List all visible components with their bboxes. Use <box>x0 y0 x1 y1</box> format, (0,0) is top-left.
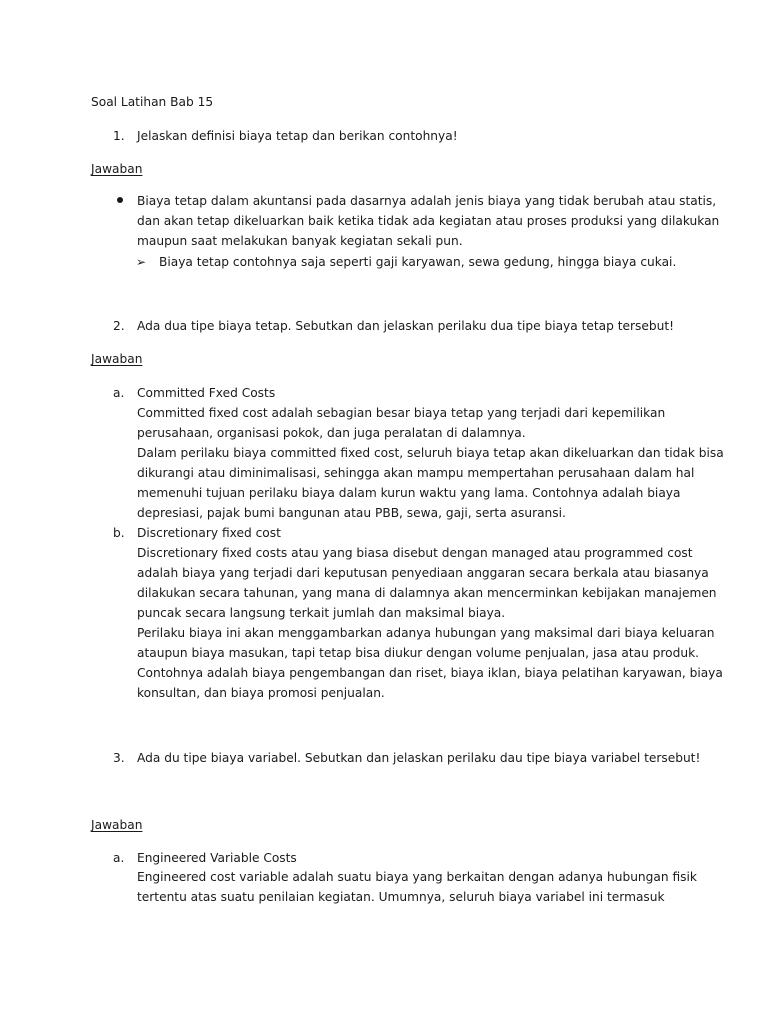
item-line: Committed fixed cost adalah sebagian besar biaya tetap yang terjadi dari kepemilikan <box>137 406 666 420</box>
answer-3-label: Jawaban <box>91 818 143 832</box>
answer-1-line: maupun saat melakukan banyak kegiatan sekali pun. <box>137 234 463 248</box>
item-line: depresiasi, pajak bumi bangunan atau PBB, sewa, gaji, serta asuransi. <box>137 506 566 520</box>
answer-1-line: dan akan tetap dikeluarkan baik ketika tidak ada kegiatan atau proses produksi yang dilakukan <box>137 214 720 228</box>
question-1-text: Jelaskan definisi biaya tetap dan berikan contohnya! <box>137 129 458 143</box>
item-line: Discretionary fixed costs atau yang biasa disebut dengan managed atau programmed cost <box>137 546 693 560</box>
question-2-number: 2. <box>113 319 125 333</box>
answer-1-example: Biaya tetap contohnya saja seperti gaji karyawan, sewa gedung, hingga biaya cukai. <box>159 255 677 269</box>
item-line: perusahaan, organisasi pokok, dan juga peralatan di dalamnya. <box>137 426 526 440</box>
question-3-number: 3. <box>113 751 125 765</box>
item-marker: a. <box>113 851 125 865</box>
item-line: tertentu atas suatu penilaian kegiatan. Umumnya, seluruh biaya variabel ini termasuk <box>137 890 665 904</box>
answer-2-label: Jawaban <box>91 352 143 366</box>
item-line: Contohnya adalah biaya pengembangan dan riset, biaya iklan, biaya pelatihan karyawan, biaya <box>137 666 723 680</box>
question-3-text: Ada du tipe biaya variabel. Sebutkan dan jelaskan perilaku dau tipe biaya variabel tersebut! <box>137 751 701 765</box>
item-marker: a. <box>113 386 125 400</box>
item-line: dilakukan secara tahunan, yang mana di dalamnya akan mencerminkan kebijakan manajemen <box>137 586 717 600</box>
answer-1-line: Biaya tetap dalam akuntansi pada dasarnya adalah jenis biaya yang tidak berubah atau statis, <box>137 194 717 208</box>
question-1-number: 1. <box>113 129 125 143</box>
item-line: ataupun biaya masukan, tapi tetap bisa diukur dengan volume penjualan, jasa atau produk. <box>137 646 700 660</box>
item-line: puncak secara langsung terkait jumlah dan maksimal biaya. <box>137 606 506 620</box>
answer-1-label: Jawaban <box>91 162 143 176</box>
document-title: Soal Latihan Bab 15 <box>91 95 214 109</box>
item-line: Perilaku biaya ini akan menggambarkan adanya hubungan yang maksimal dari biaya keluaran <box>137 626 715 640</box>
item-marker: b. <box>113 526 125 540</box>
item-title: Engineered Variable Costs <box>137 851 297 865</box>
item-line: Dalam perilaku biaya committed fixed cost, seluruh biaya tetap akan dikeluarkan dan tidak bisa <box>137 446 724 460</box>
item-line: adalah biaya yang terjadi dari keputusan penyediaan anggaran secara berkala atau biasanya <box>137 566 709 580</box>
arrow-bullet-icon: ➢ <box>136 255 147 269</box>
question-2-text: Ada dua tipe biaya tetap. Sebutkan dan jelaskan perilaku dua tipe biaya tetap tersebut! <box>137 319 674 333</box>
item-line: Engineered cost variable adalah suatu biaya yang berkaitan dengan adanya hubungan fisik <box>137 870 697 884</box>
item-line: dikurangi atau diminimalisasi, sehingga akan mampu mempertahan perusahaan dalam hal <box>137 466 695 480</box>
item-title: Committed Fxed Costs <box>137 386 276 400</box>
item-line: konsultan, dan biaya promosi penjualan. <box>137 686 385 700</box>
item-title: Discretionary fixed cost <box>137 526 281 540</box>
bullet-dot-icon <box>117 197 123 203</box>
item-line: memenuhi tujuan perilaku biaya dalam kurun waktu yang lama. Contohnya adalah biaya <box>137 486 681 500</box>
